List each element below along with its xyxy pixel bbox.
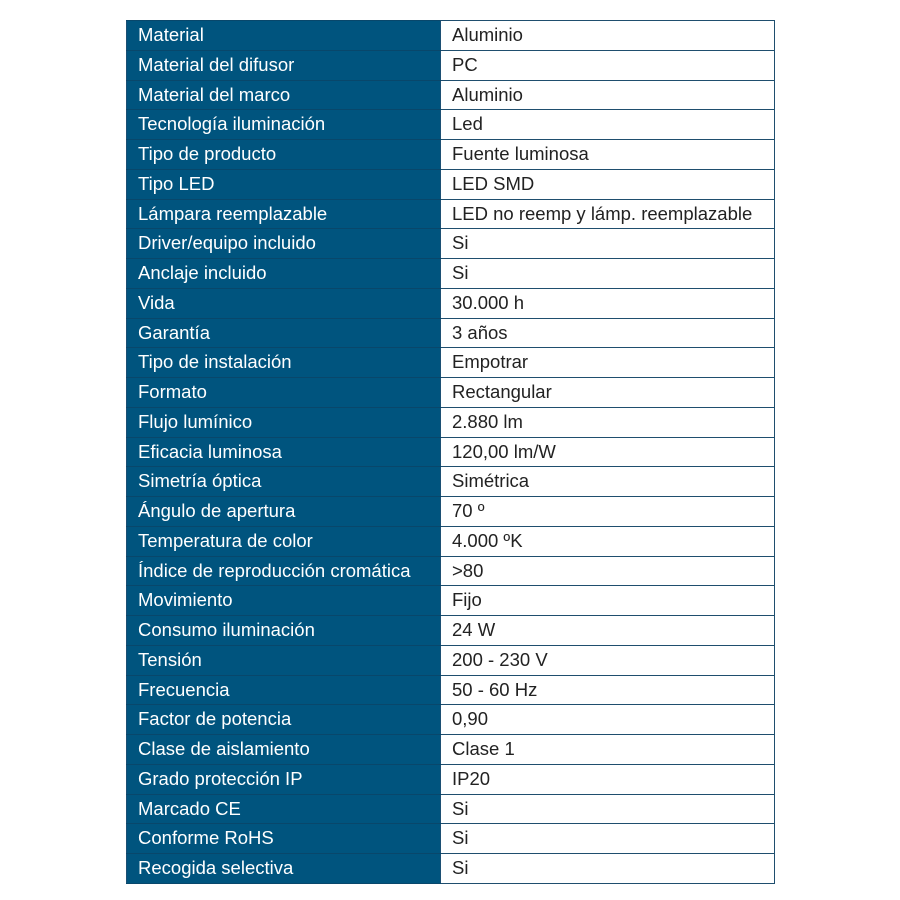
spec-label: Tipo de instalación xyxy=(127,348,441,378)
table-row xyxy=(127,437,775,467)
spec-label: Tipo LED xyxy=(127,169,441,199)
spec-label: Clase de aislamiento xyxy=(127,735,441,765)
spec-value: PC xyxy=(441,50,775,80)
spec-label: Factor de potencia xyxy=(127,705,441,735)
spec-value: 70 º xyxy=(441,497,775,527)
spec-value: Si xyxy=(441,259,775,289)
table-row xyxy=(127,764,775,794)
table-row xyxy=(127,586,775,616)
spec-value: 200 - 230 V xyxy=(441,645,775,675)
table-row xyxy=(127,21,775,51)
spec-value: 4.000 ºK xyxy=(441,526,775,556)
spec-value: >80 xyxy=(441,556,775,586)
table-row xyxy=(127,616,775,646)
table-row xyxy=(127,705,775,735)
table-row xyxy=(127,824,775,854)
table-row xyxy=(127,526,775,556)
spec-value: 0,90 xyxy=(441,705,775,735)
spec-label: Tensión xyxy=(127,645,441,675)
spec-label: Conforme RoHS xyxy=(127,824,441,854)
spec-label: Tecnología iluminación xyxy=(127,110,441,140)
spec-value: Fijo xyxy=(441,586,775,616)
spec-label: Garantía xyxy=(127,318,441,348)
spec-label: Consumo iluminación xyxy=(127,616,441,646)
spec-value: Si xyxy=(441,229,775,259)
spec-label: Lámpara reemplazable xyxy=(127,199,441,229)
spec-table xyxy=(126,20,775,884)
spec-label: Grado protección IP xyxy=(127,764,441,794)
table-row xyxy=(127,407,775,437)
spec-value: Fuente luminosa xyxy=(441,140,775,170)
table-row xyxy=(127,467,775,497)
table-row xyxy=(127,140,775,170)
spec-value: Si xyxy=(441,794,775,824)
table-row xyxy=(127,794,775,824)
spec-label: Índice de reproducción cromática xyxy=(127,556,441,586)
table-row xyxy=(127,80,775,110)
table-row xyxy=(127,348,775,378)
spec-label: Anclaje incluido xyxy=(127,259,441,289)
spec-label: Marcado CE xyxy=(127,794,441,824)
spec-value: IP20 xyxy=(441,764,775,794)
spec-value: LED SMD xyxy=(441,169,775,199)
table-row xyxy=(127,854,775,884)
spec-value: 120,00 lm/W xyxy=(441,437,775,467)
spec-label: Formato xyxy=(127,378,441,408)
spec-label: Recogida selectiva xyxy=(127,854,441,884)
spec-table-body xyxy=(127,21,775,884)
spec-value: 3 años xyxy=(441,318,775,348)
spec-label: Simetría óptica xyxy=(127,467,441,497)
table-row xyxy=(127,556,775,586)
spec-value: 2.880 lm xyxy=(441,407,775,437)
spec-value: 30.000 h xyxy=(441,288,775,318)
spec-label: Ángulo de apertura xyxy=(127,497,441,527)
spec-value: 24 W xyxy=(441,616,775,646)
spec-value: 50 - 60 Hz xyxy=(441,675,775,705)
table-row xyxy=(127,645,775,675)
spec-label: Material del difusor xyxy=(127,50,441,80)
table-row xyxy=(127,735,775,765)
table-row xyxy=(127,318,775,348)
table-row xyxy=(127,110,775,140)
spec-value: Si xyxy=(441,824,775,854)
spec-value: Rectangular xyxy=(441,378,775,408)
spec-label: Vida xyxy=(127,288,441,318)
spec-label: Driver/equipo incluido xyxy=(127,229,441,259)
spec-label: Tipo de producto xyxy=(127,140,441,170)
spec-value: Led xyxy=(441,110,775,140)
table-row xyxy=(127,259,775,289)
table-row xyxy=(127,497,775,527)
spec-value: Aluminio xyxy=(441,21,775,51)
table-row xyxy=(127,199,775,229)
spec-label: Eficacia luminosa xyxy=(127,437,441,467)
table-row xyxy=(127,378,775,408)
spec-label: Flujo lumínico xyxy=(127,407,441,437)
spec-label: Material xyxy=(127,21,441,51)
spec-value: Si xyxy=(441,854,775,884)
spec-value: LED no reemp y lámp. reemplazable xyxy=(441,199,775,229)
table-row xyxy=(127,169,775,199)
table-row xyxy=(127,229,775,259)
spec-value: Clase 1 xyxy=(441,735,775,765)
spec-label: Movimiento xyxy=(127,586,441,616)
table-row xyxy=(127,50,775,80)
spec-value: Empotrar xyxy=(441,348,775,378)
table-row xyxy=(127,675,775,705)
spec-value: Simétrica xyxy=(441,467,775,497)
spec-label: Material del marco xyxy=(127,80,441,110)
table-row xyxy=(127,288,775,318)
spec-value: Aluminio xyxy=(441,80,775,110)
spec-label: Frecuencia xyxy=(127,675,441,705)
spec-label: Temperatura de color xyxy=(127,526,441,556)
